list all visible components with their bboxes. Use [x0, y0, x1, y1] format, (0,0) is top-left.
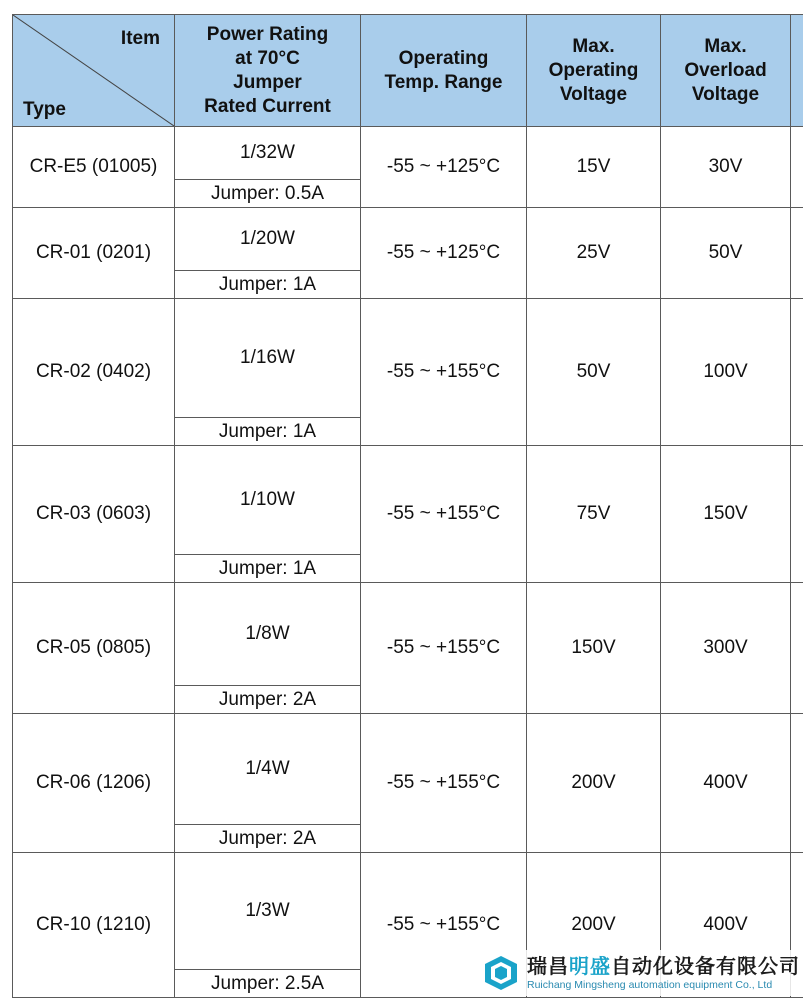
- cell-power-rating: 1/4W: [245, 758, 290, 779]
- cell-op-voltage: 200V: [527, 714, 661, 853]
- cube-logo-icon: [481, 953, 521, 993]
- cell-cut: [791, 127, 803, 208]
- cell-type: CR-10 (1210): [13, 853, 175, 998]
- cell-power: [175, 714, 361, 853]
- cell-overload-voltage: 400V: [661, 714, 791, 853]
- table-row: [13, 299, 803, 446]
- cell-power-rating: 1/32W: [240, 142, 295, 163]
- cell-overload-voltage: 100V: [661, 299, 791, 446]
- cell-power: [175, 299, 361, 446]
- cell-type: CR-03 (0603): [13, 446, 175, 583]
- cell-power-rating: 1/3W: [245, 900, 290, 921]
- cell-op-voltage: 75V: [527, 446, 661, 583]
- cell-overload-voltage: 400V: [661, 853, 791, 998]
- cell-power-rating: 1/10W: [240, 489, 295, 510]
- cell-type: CR-02 (0402): [13, 299, 175, 446]
- header-max-operating-voltage: Max. Operating Voltage: [527, 15, 661, 127]
- cell-temp-range: -55 ~ +125°C: [361, 208, 527, 299]
- cell-jumper-current: Jumper: 1A: [175, 554, 360, 582]
- cell-power: [175, 853, 361, 998]
- header-cut-column: [791, 15, 803, 127]
- cell-type: CR-E5 (01005): [13, 127, 175, 208]
- cell-overload-voltage: 30V: [661, 127, 791, 208]
- cell-jumper-current: Jumper: 1A: [175, 270, 360, 298]
- cell-cut: [791, 299, 803, 446]
- cell-op-voltage: 50V: [527, 299, 661, 446]
- header-max-overload-voltage: Max. Overload Voltage: [661, 15, 791, 127]
- table-row: [13, 127, 803, 208]
- cell-temp-range: -55 ~ +155°C: [361, 714, 527, 853]
- cell-op-voltage: 25V: [527, 208, 661, 299]
- cell-op-voltage: 150V: [527, 583, 661, 714]
- header-type-label: Type: [23, 99, 66, 120]
- cell-temp-range: -55 ~ +125°C: [361, 127, 527, 208]
- table-row: [13, 446, 803, 583]
- cell-temp-range: -55 ~ +155°C: [361, 446, 527, 583]
- cell-jumper-current: Jumper: 2A: [175, 824, 360, 852]
- cell-jumper-current: Jumper: 2.5A: [175, 969, 360, 997]
- header-item-type-cell: [13, 15, 175, 127]
- cell-temp-range: -55 ~ +155°C: [361, 299, 527, 446]
- table-row: [13, 583, 803, 714]
- table-row: [13, 208, 803, 299]
- cell-overload-voltage: 150V: [661, 446, 791, 583]
- header-item-label: Item: [120, 28, 160, 49]
- header-temp-range: Operating Temp. Range: [361, 15, 527, 127]
- cell-jumper-current: Jumper: 1A: [175, 417, 360, 445]
- header-power-rating: Power Rating at 70°C Jumper Rated Current: [175, 15, 361, 127]
- cell-power: [175, 208, 361, 299]
- cell-power-rating: 1/8W: [245, 623, 290, 644]
- cell-overload-voltage: 300V: [661, 583, 791, 714]
- cell-op-voltage: 15V: [527, 127, 661, 208]
- header-row: [13, 15, 803, 127]
- cell-overload-voltage: 50V: [661, 208, 791, 299]
- watermark-company-en: Ruichang Mingsheng automation equipment Co., Ltd: [527, 978, 773, 991]
- cell-power-rating: 1/20W: [240, 228, 295, 249]
- table-body: [13, 127, 803, 998]
- cell-power: [175, 583, 361, 714]
- watermark: [477, 950, 804, 996]
- watermark-company-cn: 瑞昌明盛自动化设备有限公司: [527, 955, 800, 978]
- cell-temp-range: -55 ~ +155°C: [361, 853, 527, 998]
- cell-cut: [791, 208, 803, 299]
- cell-cut: [791, 583, 803, 714]
- spec-table-sheet: [12, 14, 802, 998]
- cell-cut: [791, 446, 803, 583]
- cell-type: CR-01 (0201): [13, 208, 175, 299]
- resistor-spec-table: [12, 14, 803, 998]
- cell-type: CR-05 (0805): [13, 583, 175, 714]
- cell-jumper-current: Jumper: 2A: [175, 685, 360, 713]
- cell-cut: [791, 714, 803, 853]
- cell-jumper-current: Jumper: 0.5A: [175, 179, 360, 207]
- cell-power-rating: 1/16W: [240, 347, 295, 368]
- cell-power: [175, 446, 361, 583]
- cell-type: CR-06 (1206): [13, 714, 175, 853]
- cell-op-voltage: 200V: [527, 853, 661, 998]
- cell-power: [175, 127, 361, 208]
- table-row: [13, 714, 803, 853]
- cell-temp-range: -55 ~ +155°C: [361, 583, 527, 714]
